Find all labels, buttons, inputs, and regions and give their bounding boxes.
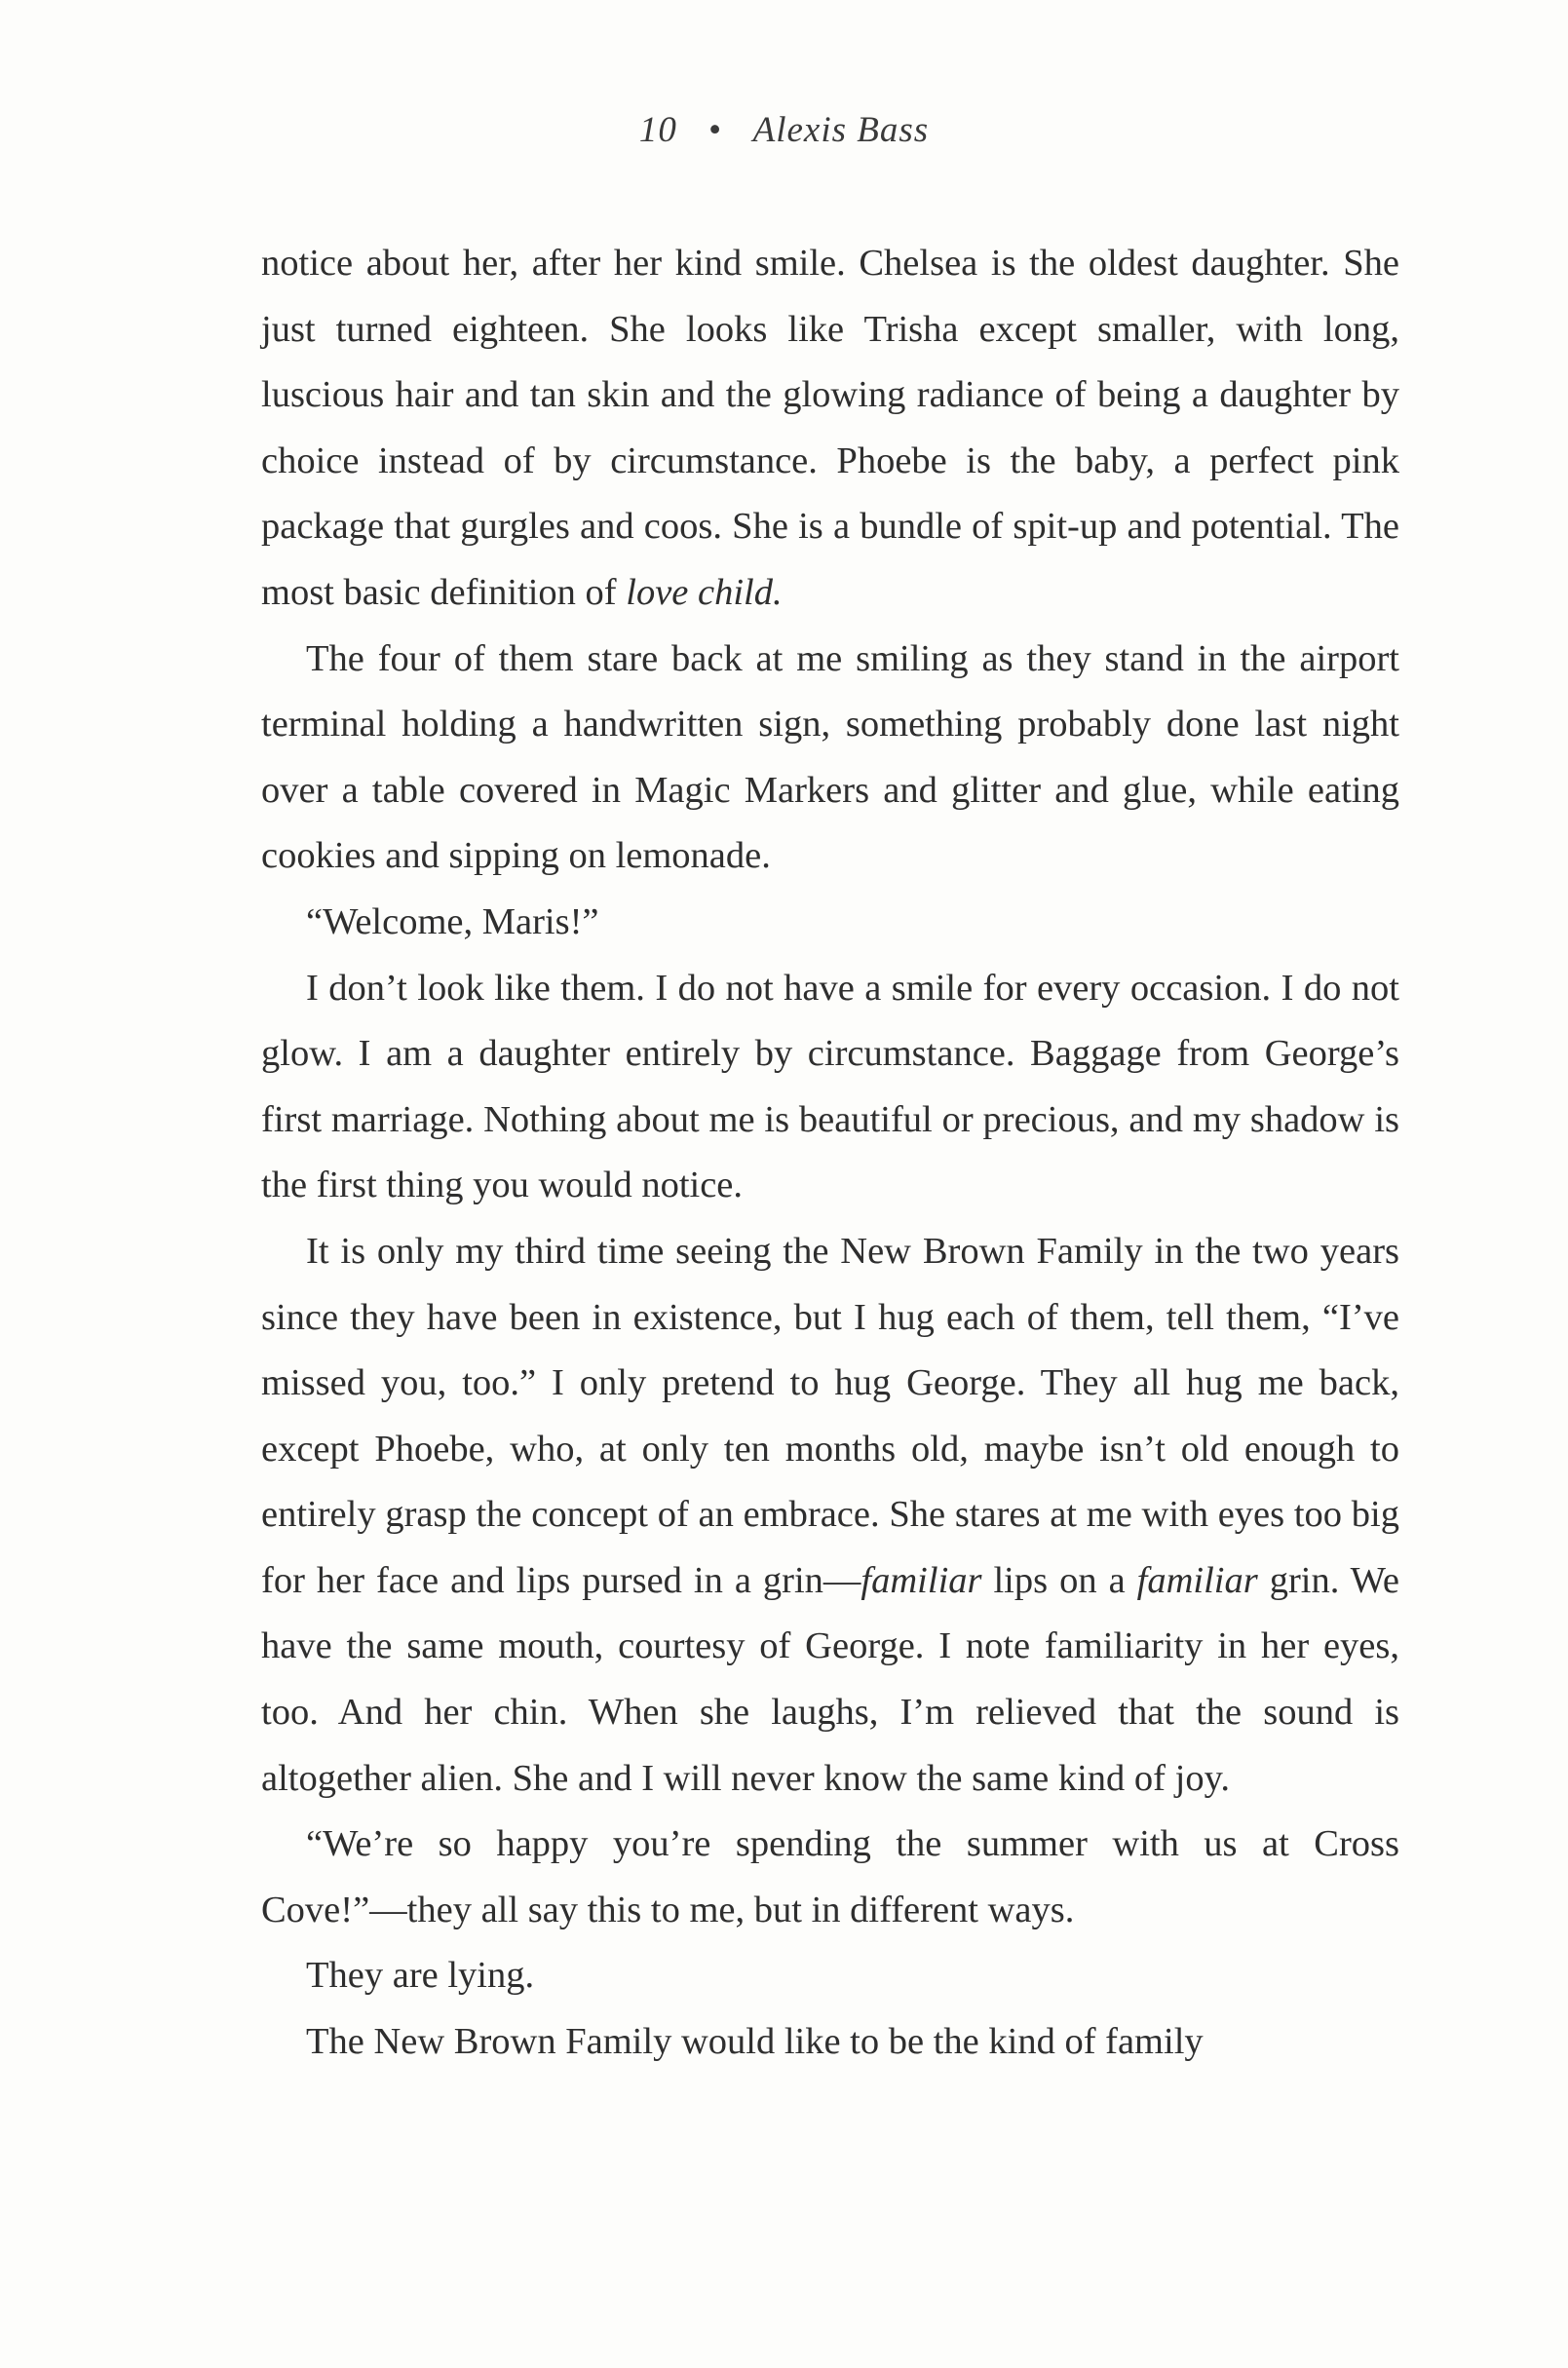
paragraph — [261, 1812, 1399, 1943]
italic-text: familiar — [1136, 1559, 1258, 1601]
paragraph — [261, 956, 1399, 1219]
text-run: I don’t look like them. I do not have a smile for every occasion. I do not glow. I am a daughter entirely by circumstance. Baggage from George’s first marriage. Nothing about me is beautiful or precious, and my shadow is the first thing you would notice. — [261, 967, 1399, 1206]
page-number: 10 — [638, 110, 677, 150]
paragraph — [261, 1943, 1399, 2009]
paragraph — [261, 231, 1399, 627]
author-name: Alexis Bass — [752, 110, 930, 150]
text-run: The New Brown Family would like to be the kind of family — [306, 2021, 1204, 2063]
italic-text: familiar — [860, 1559, 982, 1601]
text-run: The four of them stare back at me smiling as they stand in the airport terminal holding a handwritten sign, something probably done last night over a table covered in Magic Markers and glitter and glue, while eating cookies and sipping on lemonade. — [261, 637, 1399, 877]
text-run: grin. We have the same mouth, courtesy of George. I note familiarity in her eyes, too. And her chin. When she laughs, I’m relieved that the sound is altogether alien. She and I will never know the same kind of joy. — [261, 1559, 1399, 1799]
text-run: They are lying. — [306, 1955, 535, 1997]
body-text — [261, 231, 1399, 2076]
header-bullet: • — [708, 110, 723, 150]
text-run: lips on a — [981, 1559, 1137, 1601]
italic-text: love child. — [626, 571, 783, 613]
text-run: “We’re so happy you’re spending the summer with us at Cross Cove!”—they all say this to me, but in different ways. — [261, 1823, 1399, 1930]
paragraph — [261, 890, 1399, 956]
text-run: notice about her, after her kind smile. Chelsea is the oldest daughter. She just turned eighteen. She looks like Trisha except smaller, with long, luscious hair and tan skin and the glowing radiance of being a daughter by choice instead of by circumstance. Phoebe is the baby, a perfect pink package that gurgles and coos. She is a bundle of spit-up and potential. The most basic definition of — [261, 243, 1399, 613]
text-run: It is only my third time seeing the New Brown Family in the two years since they have been in existence, but I hug each of them, tell them, “I’ve missed you, too.” I only pretend to hug George. They all hug me back, except Phoebe, who, at only ten months old, maybe isn’t old enough to entirely grasp the concept of an embrace. She stares at me with eyes too big for her face and lips pursed in a grin— — [261, 1230, 1399, 1601]
text-run: “Welcome, Maris!” — [306, 900, 599, 942]
paragraph — [261, 2009, 1399, 2076]
running-head — [0, 109, 1568, 151]
paragraph — [261, 1219, 1399, 1812]
paragraph — [261, 627, 1399, 890]
